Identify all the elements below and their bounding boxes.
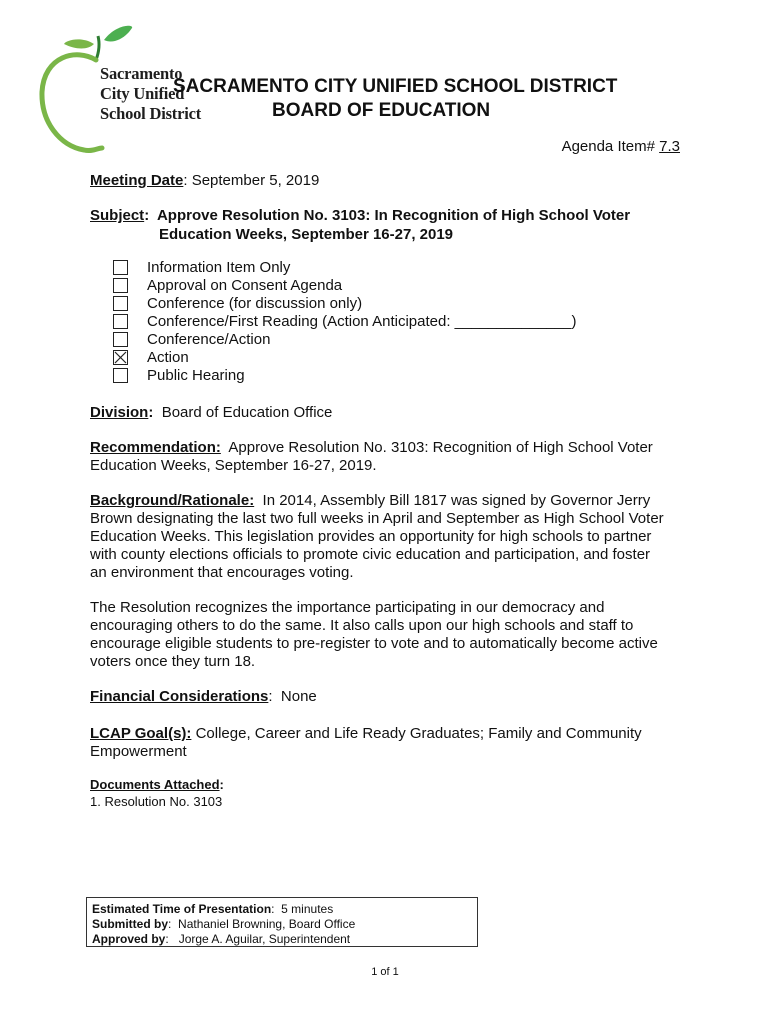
- approved-by: Approved by: Jorge A. Aguilar, Superintendent: [92, 932, 351, 946]
- division-label: Division: [90, 404, 149, 421]
- checkbox[interactable]: [113, 296, 128, 311]
- approved-by-value: Jorge A. Aguilar, Superintendent: [178, 932, 351, 946]
- logo-apple-outline: [42, 55, 102, 151]
- agenda-item: [562, 138, 680, 155]
- checklist-label: Conference/First Reading (Action Anticipated: ______________): [147, 313, 577, 330]
- meeting-date-label: Meeting Date: [90, 172, 184, 189]
- recommendation: [90, 439, 670, 475]
- financial-considerations: Financial Considerations: None: [90, 688, 317, 705]
- checkbox[interactable]: [113, 278, 128, 293]
- checklist-label: Conference/Action: [147, 331, 271, 348]
- meeting-date: Meeting Date: September 5, 2019: [90, 172, 320, 189]
- division-value: Board of Education Office: [161, 404, 333, 421]
- subject-label: Subject: [90, 207, 145, 224]
- recommendation-label: Recommendation:: [90, 439, 221, 456]
- documents-attached: Documents Attached:: [90, 777, 224, 792]
- financial-label: Financial Considerations: [90, 688, 269, 705]
- document-title-line1: SACRAMENTO CITY UNIFIED SCHOOL DISTRICT: [173, 76, 618, 97]
- approved-by-label: Approved by: [92, 932, 166, 946]
- financial-value: None: [280, 688, 317, 705]
- presentation-time: Estimated Time of Presentation: 5 minutes: [92, 902, 334, 916]
- checklist-label: Action: [147, 349, 189, 366]
- documents-label: Documents Attached: [90, 777, 220, 792]
- background-rationale: [90, 492, 670, 582]
- subject-line1: Approve Resolution No. 3103: In Recognition of High School Voter: [156, 207, 631, 224]
- checkbox[interactable]: [113, 332, 128, 347]
- submitted-by: Submitted by: Nathaniel Browning, Board Office: [92, 917, 356, 931]
- meeting-date-value: September 5, 2019: [191, 172, 320, 189]
- presentation-time-label: Estimated Time of Presentation: [92, 902, 272, 916]
- lcap-label: LCAP Goal(s):: [90, 725, 192, 742]
- checklist-label: Public Hearing: [147, 367, 245, 384]
- lcap-value: College, Career and Life Ready Graduates; Family and Community Empowerment: [90, 725, 642, 760]
- background-paragraph2: The Resolution recognizes the importance participating in our democracy and encouraging others to do the same. It also calls upon our high schools and staff to encourage eligible students to pre-register to vote and to automatically become active voters once they turn 18.: [90, 599, 658, 670]
- x-mark-icon: [114, 351, 127, 364]
- logo-stem: [96, 36, 99, 60]
- subject: Subject: Approve Resolution No. 3103: In Recognition of High School Voter: [90, 207, 631, 224]
- document-title-line2: BOARD OF EDUCATION: [272, 100, 491, 121]
- checkbox[interactable]: [113, 314, 128, 329]
- logo-leaf-large: [104, 26, 132, 42]
- submitted-by-label: Submitted by: [92, 917, 169, 931]
- background-label: Background/Rationale:: [90, 492, 255, 509]
- checklist-label: Approval on Consent Agenda: [147, 277, 343, 294]
- district-logo: [36, 22, 202, 154]
- checkbox[interactable]: [113, 368, 128, 383]
- presentation-info-box: [86, 897, 478, 947]
- presentation-time-value: 5 minutes: [281, 902, 334, 916]
- background-text: In 2014, Assembly Bill 1817 was signed by Governor Jerry Brown designating the last two full weeks in April and September as High School Voter Education Weeks. This legislation provides an opportunity for high schools to partner with county elections officials to promote civic education and participation, and foster an environment that encourages voting.: [90, 492, 664, 581]
- recommendation-text: Approve Resolution No. 3103: Recognition of High School Voter Education Weeks, September 16-27, 2019.: [90, 439, 653, 474]
- division: Division: Board of Education Office: [90, 404, 333, 421]
- agenda-item-number: 7.3: [659, 138, 680, 155]
- logo-text-line2: City Unified: [100, 84, 185, 103]
- checkbox-checked[interactable]: [113, 350, 128, 365]
- logo-text-line1: Sacramento: [100, 64, 183, 83]
- logo-text-line3: School District: [100, 104, 202, 123]
- agenda-item-label: Agenda Item#: [561, 138, 655, 155]
- page-number: 1 of 1: [371, 966, 399, 978]
- lcap-goals: [90, 725, 670, 761]
- checkbox[interactable]: [113, 260, 128, 275]
- logo-leaf-small: [64, 39, 94, 48]
- subject-line2: Education Weeks, September 16-27, 2019: [159, 226, 454, 243]
- checklist-label: Conference (for discussion only): [147, 295, 363, 312]
- checklist-label: Information Item Only: [147, 259, 291, 276]
- submitted-by-value: Nathaniel Browning, Board Office: [178, 917, 356, 931]
- document-item: 1. Resolution No. 3103: [90, 794, 223, 809]
